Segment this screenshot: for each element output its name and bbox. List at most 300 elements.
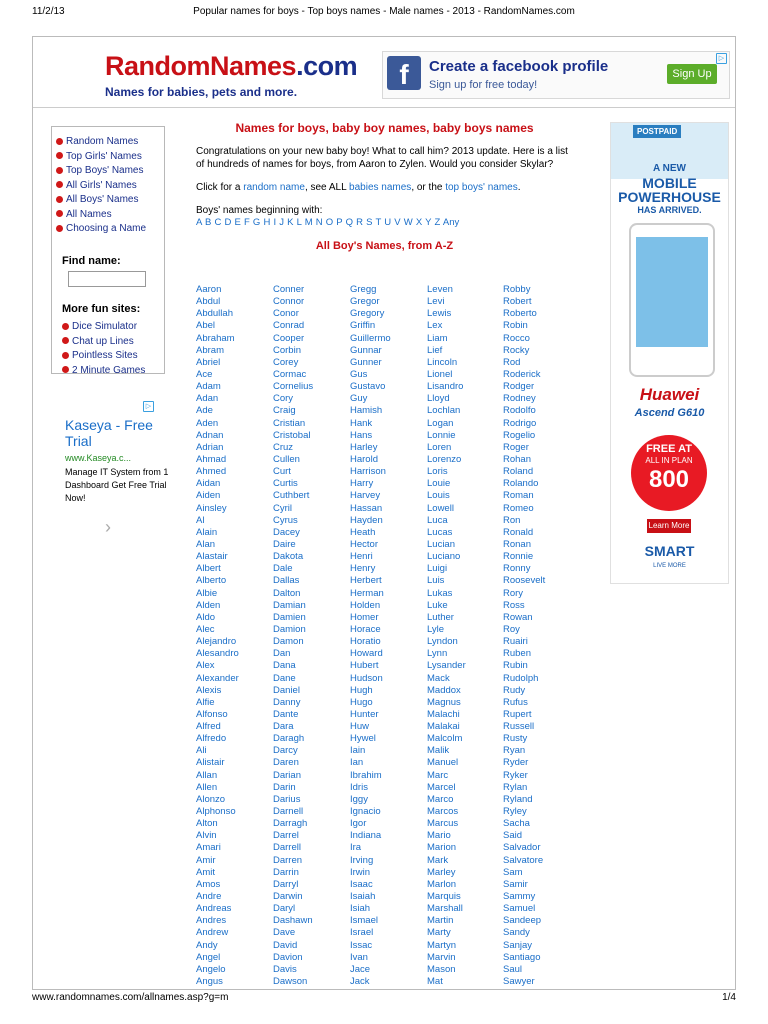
name-link[interactable]: Alec xyxy=(196,623,215,635)
name-link[interactable]: Curtis xyxy=(273,478,298,490)
name-link[interactable]: Alberto xyxy=(196,575,227,587)
name-link[interactable]: Allan xyxy=(196,769,218,781)
nav-item-all-boys-names[interactable] xyxy=(56,193,146,208)
name-link[interactable]: Darian xyxy=(273,769,301,781)
name-link[interactable]: Hector xyxy=(350,538,378,550)
name-link[interactable]: Lysander xyxy=(427,660,466,672)
letter-link[interactable]: U xyxy=(384,217,392,228)
name-link[interactable]: David xyxy=(273,939,298,951)
name-link[interactable]: Martin xyxy=(427,915,454,927)
name-link[interactable]: Harvey xyxy=(350,490,381,502)
name-link[interactable]: Marvin xyxy=(427,951,456,963)
name-link[interactable]: Rohan xyxy=(503,453,531,465)
name-link[interactable]: Luther xyxy=(427,611,454,623)
letter-link[interactable]: L xyxy=(296,217,302,228)
name-link[interactable]: Cyrus xyxy=(273,514,298,526)
name-link[interactable]: Dane xyxy=(273,672,296,684)
name-link[interactable]: Luigi xyxy=(427,563,448,575)
name-link[interactable]: Angus xyxy=(196,976,223,988)
name-link[interactable]: Ismael xyxy=(350,915,378,927)
name-link[interactable]: Luciano xyxy=(427,551,461,563)
name-link[interactable]: Cristobal xyxy=(273,429,311,441)
chevron-right-icon[interactable]: › xyxy=(105,517,111,537)
name-link[interactable]: Corey xyxy=(273,356,299,368)
name-link[interactable]: Angel xyxy=(196,951,221,963)
name-link[interactable]: Lucian xyxy=(427,538,455,550)
name-link[interactable]: Louis xyxy=(427,490,450,502)
name-link[interactable]: Amir xyxy=(196,854,216,866)
name-link[interactable]: Herbert xyxy=(350,575,382,587)
name-link[interactable]: Dalton xyxy=(273,587,301,599)
name-link[interactable]: Amos xyxy=(196,878,221,890)
name-link[interactable]: Aaron xyxy=(196,284,222,295)
name-link[interactable]: Cormac xyxy=(273,368,307,380)
name-link[interactable]: Danny xyxy=(273,696,301,708)
letter-link[interactable]: E xyxy=(234,217,241,228)
name-link[interactable]: Alejandro xyxy=(196,636,237,648)
name-link[interactable]: Griffin xyxy=(350,320,376,332)
name-link[interactable]: Al xyxy=(196,514,205,526)
name-link[interactable]: Sawyer xyxy=(503,976,535,988)
name-link[interactable]: Hugo xyxy=(350,696,373,708)
name-link[interactable]: Sanjay xyxy=(503,939,533,951)
name-link[interactable]: Maddox xyxy=(427,684,461,696)
name-link[interactable]: Marlon xyxy=(427,878,457,890)
name-link[interactable]: Leven xyxy=(427,284,453,295)
name-link[interactable]: Rocco xyxy=(503,332,530,344)
name-link[interactable]: Roderick xyxy=(503,368,541,380)
name-link[interactable]: Robert xyxy=(503,296,532,308)
name-link[interactable]: Alastair xyxy=(196,551,228,563)
name-link[interactable]: Hudson xyxy=(350,672,383,684)
name-link[interactable]: Marcos xyxy=(427,806,459,818)
name-link[interactable]: Salvatore xyxy=(503,854,544,866)
name-link[interactable]: Hans xyxy=(350,429,373,441)
name-link[interactable]: Albie xyxy=(196,587,218,599)
name-link[interactable]: Damon xyxy=(273,636,304,648)
letter-link[interactable]: P xyxy=(336,217,343,228)
name-link[interactable]: Ace xyxy=(196,368,213,380)
name-link[interactable]: Ron xyxy=(503,514,521,526)
name-link[interactable]: Andy xyxy=(196,939,218,951)
name-link[interactable]: Darren xyxy=(273,854,303,866)
letter-link[interactable]: F xyxy=(243,217,250,228)
name-link[interactable]: Robin xyxy=(503,320,528,332)
name-link[interactable]: Malik xyxy=(427,745,450,757)
name-link[interactable]: Rocky xyxy=(503,344,530,356)
name-link[interactable]: Hamish xyxy=(350,405,383,417)
name-link[interactable]: Ryder xyxy=(503,757,529,769)
name-link[interactable]: Loris xyxy=(427,466,448,478)
name-link[interactable]: Alan xyxy=(196,538,216,550)
name-link[interactable]: Ahmad xyxy=(196,453,227,465)
name-link[interactable]: Sandeep xyxy=(503,915,542,927)
name-link[interactable]: Andreas xyxy=(196,903,232,915)
letter-link[interactable]: X xyxy=(415,217,423,228)
name-link[interactable]: Levi xyxy=(427,296,445,308)
smart-huawei-ad[interactable] xyxy=(610,122,729,584)
name-link[interactable]: Alistair xyxy=(196,757,225,769)
name-link[interactable]: Henri xyxy=(350,551,373,563)
sign-up-button[interactable]: Sign Up xyxy=(667,64,717,84)
name-link[interactable]: Rodger xyxy=(503,381,535,393)
name-link[interactable]: Dan xyxy=(273,648,291,660)
name-link[interactable]: Dashawn xyxy=(273,915,313,927)
name-link[interactable]: Ibrahim xyxy=(350,769,382,781)
name-link[interactable]: Ryker xyxy=(503,769,528,781)
name-link[interactable]: Ryley xyxy=(503,806,527,818)
letter-link[interactable]: K xyxy=(287,217,294,228)
name-link[interactable]: Roberto xyxy=(503,308,537,320)
name-link[interactable]: Isiah xyxy=(350,903,371,915)
name-link[interactable]: Alexis xyxy=(196,684,222,696)
name-link[interactable]: Amari xyxy=(196,842,221,854)
letter-link[interactable]: B xyxy=(204,217,212,228)
name-link[interactable]: Guy xyxy=(350,393,368,405)
name-link[interactable]: Darwin xyxy=(273,891,303,903)
name-link[interactable]: Manuel xyxy=(427,757,459,769)
name-link[interactable]: Cuthbert xyxy=(273,490,310,502)
name-link[interactable]: Abel xyxy=(196,320,216,332)
name-link[interactable]: Allen xyxy=(196,781,218,793)
name-link[interactable]: Magnus xyxy=(427,696,461,708)
name-link[interactable]: Luis xyxy=(427,575,445,587)
name-link[interactable]: Abdul xyxy=(196,296,221,308)
name-link[interactable]: Martyn xyxy=(427,939,457,951)
name-link[interactable]: Malcolm xyxy=(427,733,463,745)
name-link[interactable]: Rudy xyxy=(503,684,526,696)
fun-item-dice-simulator[interactable] xyxy=(62,320,145,335)
name-link[interactable]: Ian xyxy=(350,757,364,769)
name-link[interactable]: Samuel xyxy=(503,903,536,915)
name-link[interactable]: Israel xyxy=(350,927,374,939)
name-link[interactable]: Darnell xyxy=(273,806,304,818)
name-link[interactable]: Sandy xyxy=(503,927,530,939)
name-link[interactable]: Idris xyxy=(350,781,368,793)
name-link[interactable]: Homer xyxy=(350,611,379,623)
name-link[interactable]: Aden xyxy=(196,417,219,429)
adchoices-icon[interactable]: ▷ xyxy=(143,401,154,412)
letter-link[interactable]: J xyxy=(279,217,284,228)
name-link[interactable]: Abram xyxy=(196,344,224,356)
name-link[interactable]: Saul xyxy=(503,963,523,975)
name-link[interactable]: Herman xyxy=(350,587,384,599)
name-link[interactable]: Gustavo xyxy=(350,381,386,393)
name-link[interactable]: Louie xyxy=(427,478,451,490)
babies-names-link[interactable]: babies names xyxy=(349,182,412,193)
name-link[interactable]: Ade xyxy=(196,405,213,417)
name-link[interactable]: Alfredo xyxy=(196,733,227,745)
fun-item-2-minute-games[interactable] xyxy=(62,364,145,379)
name-link[interactable]: Rowan xyxy=(503,611,533,623)
name-link[interactable]: Lucas xyxy=(427,526,453,538)
name-link[interactable]: Marshall xyxy=(427,903,463,915)
name-link[interactable]: Adrian xyxy=(196,441,224,453)
name-link[interactable]: Abdullah xyxy=(196,308,233,320)
name-link[interactable]: Rogelio xyxy=(503,429,536,441)
kaseya-text-ad[interactable] xyxy=(65,417,177,537)
name-link[interactable]: Davion xyxy=(273,951,303,963)
name-link[interactable]: Marion xyxy=(427,842,457,854)
name-link[interactable]: Hassan xyxy=(350,502,383,514)
name-link[interactable]: Rodrigo xyxy=(503,417,537,429)
name-link[interactable]: Marty xyxy=(427,927,451,939)
ad-headline[interactable]: Kaseya - Free Trial xyxy=(65,417,153,449)
name-link[interactable]: Dana xyxy=(273,660,296,672)
name-link[interactable]: Harold xyxy=(350,453,378,465)
name-link[interactable]: Ahmed xyxy=(196,466,227,478)
name-link[interactable]: Rodney xyxy=(503,393,536,405)
letter-link[interactable]: G xyxy=(252,217,261,228)
name-link[interactable]: Aidan xyxy=(196,478,221,490)
letter-link[interactable]: R xyxy=(356,217,364,228)
name-link[interactable]: Cooper xyxy=(273,332,305,344)
fun-item-chat-up-lines[interactable] xyxy=(62,335,145,350)
name-link[interactable]: Marcel xyxy=(427,781,456,793)
name-link[interactable]: Rylan xyxy=(503,781,528,793)
name-link[interactable]: Hywel xyxy=(350,733,376,745)
name-link[interactable]: Gregory xyxy=(350,308,385,320)
name-link[interactable]: Harrison xyxy=(350,466,386,478)
name-link[interactable]: Ainsley xyxy=(196,502,227,514)
name-link[interactable]: Jace xyxy=(350,963,371,975)
name-link[interactable]: Ryan xyxy=(503,745,526,757)
name-link[interactable]: Andres xyxy=(196,915,227,927)
letter-link[interactable]: V xyxy=(394,217,401,228)
name-link[interactable]: Adan xyxy=(196,393,219,405)
name-link[interactable]: Gus xyxy=(350,368,368,380)
name-link[interactable]: Henry xyxy=(350,563,376,575)
name-link[interactable]: Lincoln xyxy=(427,356,458,368)
name-link[interactable]: Mario xyxy=(427,830,451,842)
name-link[interactable]: Darrell xyxy=(273,842,301,854)
letter-link[interactable]: I xyxy=(273,217,277,228)
ad-url[interactable]: www.Kaseya.c... xyxy=(65,453,132,463)
letter-link[interactable]: Q xyxy=(345,217,353,228)
letter-link[interactable]: A xyxy=(196,217,202,228)
name-link[interactable]: Darcy xyxy=(273,745,298,757)
name-link[interactable]: Lorenzo xyxy=(427,453,462,465)
name-link[interactable]: Marquis xyxy=(427,891,461,903)
name-link[interactable]: Igor xyxy=(350,818,367,830)
nav-item-choosing-a-name[interactable] xyxy=(56,222,146,237)
name-link[interactable]: Irwin xyxy=(350,866,371,878)
name-link[interactable]: Alfonso xyxy=(196,708,228,720)
name-link[interactable]: Marley xyxy=(427,866,456,878)
name-link[interactable]: Gregg xyxy=(350,284,377,295)
name-link[interactable]: Rod xyxy=(503,356,521,368)
letter-link[interactable]: N xyxy=(315,217,323,228)
name-link[interactable]: Ronan xyxy=(503,538,531,550)
name-link[interactable]: Huw xyxy=(350,721,370,733)
name-link[interactable]: Rolando xyxy=(503,478,539,490)
top-boys-names-link[interactable]: top boys' names xyxy=(445,182,518,193)
name-link[interactable]: Andre xyxy=(196,891,222,903)
name-link[interactable]: Roman xyxy=(503,490,534,502)
name-link[interactable]: Hank xyxy=(350,417,373,429)
name-link[interactable]: Ronnie xyxy=(503,551,534,563)
name-link[interactable]: Andrew xyxy=(196,927,229,939)
name-link[interactable]: Horace xyxy=(350,623,381,635)
name-link[interactable]: Romeo xyxy=(503,502,534,514)
name-link[interactable]: Sammy xyxy=(503,891,536,903)
name-link[interactable]: Cullen xyxy=(273,453,300,465)
name-link[interactable]: Aiden xyxy=(196,490,221,502)
name-link[interactable]: Albert xyxy=(196,563,221,575)
facebook-banner-ad[interactable] xyxy=(382,51,730,99)
name-link[interactable]: Alvin xyxy=(196,830,217,842)
name-link[interactable]: Conor xyxy=(273,308,299,320)
letter-link[interactable]: S xyxy=(366,217,373,228)
name-link[interactable]: Issac xyxy=(350,939,373,951)
name-link[interactable]: Conrad xyxy=(273,320,305,332)
name-link[interactable]: Said xyxy=(503,830,523,842)
name-link[interactable]: Roosevelt xyxy=(503,575,546,587)
name-link[interactable]: Davis xyxy=(273,963,297,975)
nav-item-all-names[interactable] xyxy=(56,208,146,223)
name-link[interactable]: Alton xyxy=(196,818,218,830)
name-link[interactable]: Rusty xyxy=(503,733,528,745)
name-link[interactable]: Iain xyxy=(350,745,366,757)
name-link[interactable]: Daren xyxy=(273,757,299,769)
name-link[interactable]: Robby xyxy=(503,284,531,295)
name-link[interactable]: Alexander xyxy=(196,672,239,684)
ad-headline[interactable]: Create a facebook profile xyxy=(429,58,609,75)
name-link[interactable]: Dacey xyxy=(273,526,300,538)
name-link[interactable]: Dawson xyxy=(273,976,308,988)
name-link[interactable]: Lowell xyxy=(427,502,454,514)
letter-link[interactable]: C xyxy=(214,217,222,228)
name-link[interactable]: Alphonso xyxy=(196,806,236,818)
letter-link[interactable]: H xyxy=(263,217,271,228)
name-link[interactable]: Ronny xyxy=(503,563,531,575)
name-link[interactable]: Samir xyxy=(503,878,528,890)
name-link[interactable]: Heath xyxy=(350,526,376,538)
name-link[interactable]: Liam xyxy=(427,332,448,344)
name-link[interactable]: Adam xyxy=(196,381,221,393)
name-link[interactable]: Rudolph xyxy=(503,672,539,684)
fun-item-pointless-sites[interactable] xyxy=(62,349,145,364)
name-link[interactable]: Roy xyxy=(503,623,520,635)
name-link[interactable]: Hugh xyxy=(350,684,373,696)
name-link[interactable]: Dante xyxy=(273,708,299,720)
name-link[interactable]: Guillermo xyxy=(350,332,391,344)
adchoices-icon[interactable]: ▷ xyxy=(716,53,727,64)
name-link[interactable]: Rufus xyxy=(503,696,528,708)
name-link[interactable]: Corbin xyxy=(273,344,301,356)
name-link[interactable]: Mark xyxy=(427,854,449,866)
name-link[interactable]: Santiago xyxy=(503,951,541,963)
name-link[interactable]: Mat xyxy=(427,976,443,988)
name-link[interactable]: Cornelius xyxy=(273,381,314,393)
name-link[interactable]: Alain xyxy=(196,526,218,538)
name-link[interactable]: Horatio xyxy=(350,636,381,648)
name-link[interactable]: Alfred xyxy=(196,721,221,733)
name-link[interactable]: Ira xyxy=(350,842,362,854)
name-link[interactable]: Craig xyxy=(273,405,296,417)
name-link[interactable]: Rory xyxy=(503,587,524,599)
name-link[interactable]: Alfie xyxy=(196,696,215,708)
name-link[interactable]: Dave xyxy=(273,927,296,939)
name-link[interactable]: Rodolfo xyxy=(503,405,536,417)
name-link[interactable]: Roland xyxy=(503,466,534,478)
name-link[interactable]: Rubin xyxy=(503,660,528,672)
letter-link[interactable]: W xyxy=(403,217,413,228)
name-link[interactable]: Jack xyxy=(350,976,370,988)
name-link[interactable]: Connor xyxy=(273,296,305,308)
name-link[interactable]: Lief xyxy=(427,344,443,356)
name-link[interactable]: Lukas xyxy=(427,587,453,599)
name-link[interactable]: Ivan xyxy=(350,951,368,963)
find-name-input[interactable] xyxy=(68,271,146,287)
name-link[interactable]: Luke xyxy=(427,599,448,611)
name-link[interactable]: Damion xyxy=(273,623,306,635)
name-link[interactable]: Adnan xyxy=(196,429,224,441)
name-link[interactable]: Malachi xyxy=(427,708,460,720)
name-link[interactable]: Ryland xyxy=(503,793,533,805)
name-link[interactable]: Alex xyxy=(196,660,215,672)
learn-more-button[interactable]: Learn More xyxy=(647,519,691,533)
name-link[interactable]: Daniel xyxy=(273,684,300,696)
name-link[interactable]: Curt xyxy=(273,466,291,478)
letter-link[interactable]: O xyxy=(325,217,334,228)
name-link[interactable]: Cruz xyxy=(273,441,294,453)
name-link[interactable]: Ronald xyxy=(503,526,534,538)
name-link[interactable]: Alesandro xyxy=(196,648,239,660)
letter-link[interactable]: Any xyxy=(442,217,460,228)
name-link[interactable]: Gunner xyxy=(350,356,382,368)
name-link[interactable]: Lionel xyxy=(427,368,453,380)
name-link[interactable]: Darragh xyxy=(273,818,308,830)
name-link[interactable]: Rupert xyxy=(503,708,532,720)
random-name-link[interactable]: random name xyxy=(243,182,305,193)
name-link[interactable]: Iggy xyxy=(350,793,368,805)
name-link[interactable]: Darrin xyxy=(273,866,299,878)
name-link[interactable]: Amit xyxy=(196,866,215,878)
name-link[interactable]: Abriel xyxy=(196,356,221,368)
name-link[interactable]: Mack xyxy=(427,672,450,684)
letter-link[interactable]: Y xyxy=(425,217,432,228)
name-link[interactable]: Alonzo xyxy=(196,793,226,805)
name-link[interactable]: Howard xyxy=(350,648,383,660)
letter-link[interactable]: D xyxy=(224,217,232,228)
name-link[interactable]: Holden xyxy=(350,599,381,611)
name-link[interactable]: Lyndon xyxy=(427,636,458,648)
name-link[interactable]: Isaiah xyxy=(350,891,376,903)
name-link[interactable]: Cory xyxy=(273,393,294,405)
name-link[interactable]: Ignacio xyxy=(350,806,381,818)
letter-link[interactable]: Z xyxy=(434,217,441,228)
name-link[interactable]: Lewis xyxy=(427,308,452,320)
nav-item-top-girls-names[interactable] xyxy=(56,150,146,165)
name-link[interactable]: Irving xyxy=(350,854,374,866)
name-link[interactable]: Malakai xyxy=(427,721,460,733)
name-link[interactable]: Logan xyxy=(427,417,454,429)
name-link[interactable]: Lyle xyxy=(427,623,445,635)
name-link[interactable]: Dakota xyxy=(273,551,304,563)
nav-item-random-names[interactable] xyxy=(56,135,146,150)
name-link[interactable]: Luca xyxy=(427,514,448,526)
name-link[interactable]: Lloyd xyxy=(427,393,450,405)
name-link[interactable]: Mason xyxy=(427,963,456,975)
ad-subline[interactable]: Sign up for free today! xyxy=(429,79,538,91)
letter-link[interactable]: T xyxy=(375,217,382,228)
name-link[interactable]: Gregor xyxy=(350,296,380,308)
name-link[interactable]: Gunnar xyxy=(350,344,382,356)
name-link[interactable]: Lisandro xyxy=(427,381,464,393)
nav-item-all-girls-names[interactable] xyxy=(56,179,146,194)
name-link[interactable]: Harry xyxy=(350,478,374,490)
